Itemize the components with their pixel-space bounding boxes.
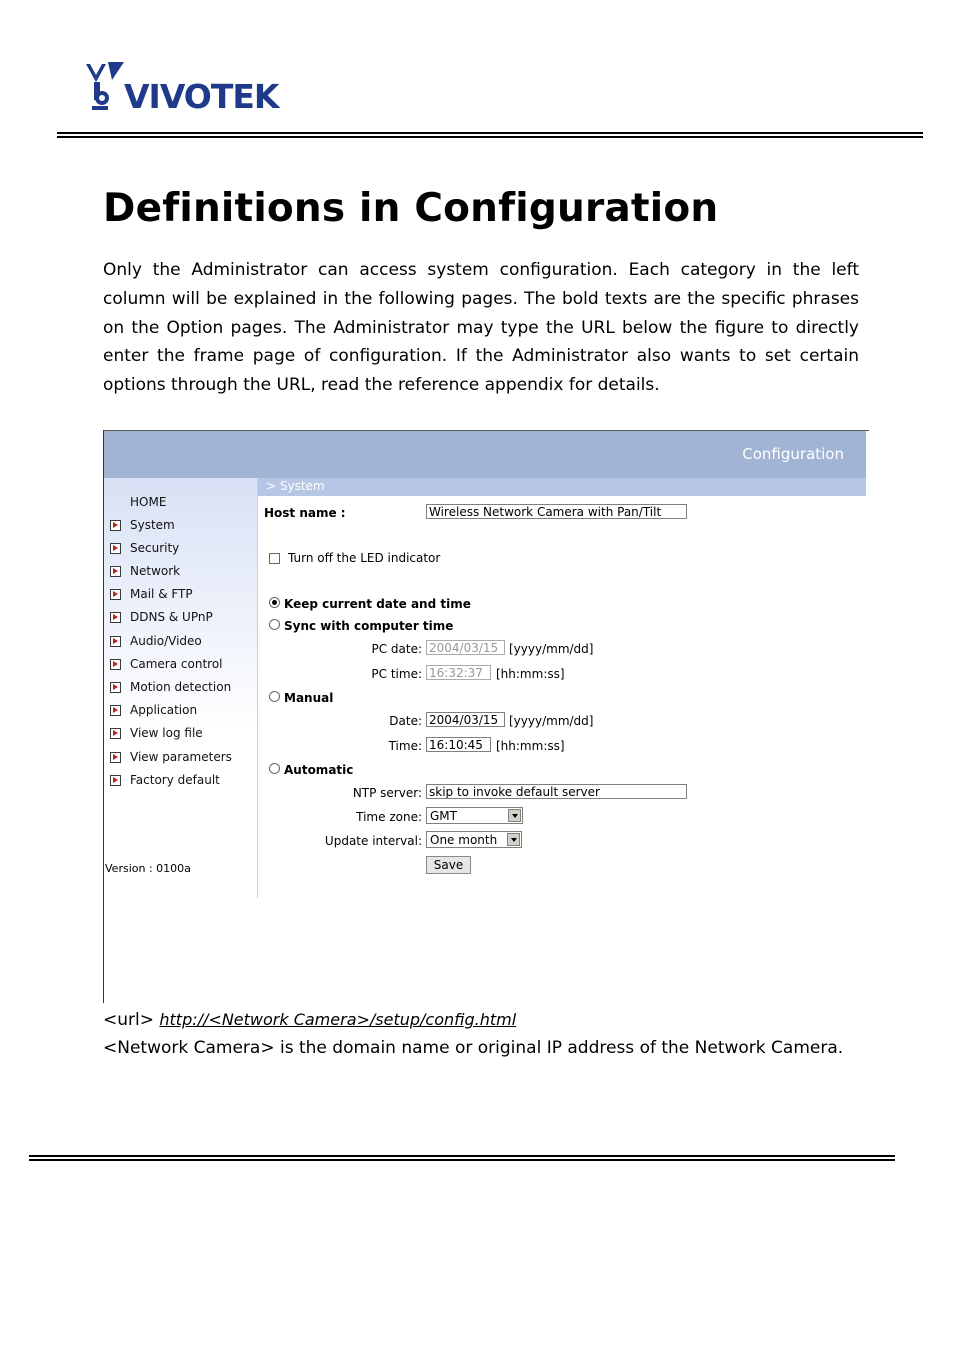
manual-label: Manual <box>284 691 334 705</box>
url-prefix: <url> <box>103 1010 154 1030</box>
sidebar-item-label: Mail & FTP <box>130 587 193 601</box>
intro-paragraph: Only the Administrator can access system configuration. Each category in the left column will be explained in the following pages. The bold texts are the specific phrases on the Option pages. The Administrator may type the URL below the figure to directly enter the frame page of configuration. If the Administrator also wants to set certain options through the URL, read the reference appendix for details. <box>103 260 859 396</box>
save-button[interactable]: Save <box>426 856 471 874</box>
time-zone-label: Time zone: <box>356 810 422 824</box>
update-interval-value: One month <box>430 833 498 847</box>
chevron-down-icon[interactable] <box>508 809 521 822</box>
arrow-bullet-icon <box>110 659 121 670</box>
config-url-link[interactable]: http://<Network Camera>/setup/config.html <box>159 1010 517 1029</box>
sidebar-item-label: Application <box>130 703 198 717</box>
arrow-bullet-icon <box>110 682 121 693</box>
time-zone-select[interactable] <box>426 807 523 824</box>
configuration-banner <box>104 431 866 478</box>
pc-time-format: [hh:mm:ss] <box>496 667 565 681</box>
header-rule-top <box>57 132 923 134</box>
arrow-bullet-icon <box>110 636 121 647</box>
configuration-screenshot <box>103 430 869 1003</box>
automatic-label: Automatic <box>284 763 354 777</box>
time-format: [hh:mm:ss] <box>496 739 565 753</box>
arrow-bullet-icon <box>110 612 121 623</box>
pc-date-label: PC date: <box>371 642 422 656</box>
sync-computer-radio[interactable] <box>269 619 280 630</box>
sidebar-item-label: Audio/Video <box>130 634 202 648</box>
header-rule-bottom <box>57 136 923 138</box>
version-label: Version : 0100a <box>105 862 191 875</box>
pc-time-input: 16:32:37 <box>426 665 491 680</box>
section-title-bar <box>258 478 866 496</box>
sync-computer-label: Sync with computer time <box>284 619 454 633</box>
ntp-server-label: NTP server: <box>352 786 422 800</box>
banner-title: Configuration <box>742 445 844 463</box>
network-camera-note: <Network Camera> is the domain name or original IP address of the Network Camera. <box>103 1038 844 1058</box>
automatic-radio[interactable] <box>269 763 280 774</box>
page-title: Definitions in Configuration <box>103 186 719 231</box>
vivotek-logo-graphic <box>84 60 294 116</box>
arrow-bullet-icon <box>110 728 121 739</box>
footer-rule-top <box>29 1155 895 1157</box>
update-interval-select[interactable] <box>426 831 522 848</box>
arrow-bullet-icon <box>110 566 121 577</box>
vivotek-logo <box>84 60 294 116</box>
pc-date-input: 2004/03/15 <box>426 640 505 655</box>
arrow-bullet-icon <box>110 589 121 600</box>
host-name-label: Host name : <box>264 506 346 520</box>
section-title: > System <box>266 479 325 493</box>
led-checkbox[interactable] <box>269 553 280 564</box>
host-name-input[interactable]: Wireless Network Camera with Pan/Tilt <box>426 504 687 519</box>
arrow-bullet-icon <box>110 520 121 531</box>
date-label: Date: <box>389 714 422 728</box>
sidebar-item-label: Motion detection <box>130 680 232 694</box>
sidebar-item-label: HOME <box>130 495 167 509</box>
pc-time-label: PC time: <box>371 667 422 681</box>
arrow-bullet-icon <box>110 543 121 554</box>
keep-time-label: Keep current date and time <box>284 597 471 611</box>
manual-radio[interactable] <box>269 691 280 702</box>
keep-time-radio[interactable] <box>269 597 280 608</box>
chevron-down-icon[interactable] <box>507 833 520 846</box>
ntp-server-input[interactable]: skip to invoke default server <box>426 784 687 799</box>
date-format: [yyyy/mm/dd] <box>509 714 594 728</box>
sidebar-item-label: Camera control <box>130 657 223 671</box>
update-interval-label: Update interval: <box>324 834 422 848</box>
arrow-bullet-icon <box>110 775 121 786</box>
config-sidebar <box>104 478 257 898</box>
time-input[interactable]: 16:10:45 <box>426 737 491 752</box>
sidebar-item-label: Factory default <box>130 773 220 787</box>
led-label: Turn off the LED indicator <box>288 551 441 565</box>
time-zone-value: GMT <box>430 809 457 823</box>
sidebar-item-label: Network <box>130 564 181 578</box>
sidebar-item-label: View log file <box>130 726 203 740</box>
sidebar-item-label: DDNS & UPnP <box>130 610 213 624</box>
arrow-bullet-icon <box>110 752 121 763</box>
vivotek-logo-text: VIVOTEK <box>124 77 279 116</box>
pc-date-format: [yyyy/mm/dd] <box>509 642 594 656</box>
sidebar-item-label: Security <box>130 541 180 555</box>
url-line <box>103 1010 516 1030</box>
system-form <box>258 496 866 896</box>
sidebar-item-label: System <box>130 518 175 532</box>
arrow-bullet-icon <box>110 705 121 716</box>
footer-rule-bottom <box>29 1159 895 1161</box>
sidebar-item-label: View parameters <box>130 750 232 764</box>
time-label: Time: <box>388 739 422 753</box>
date-input[interactable]: 2004/03/15 <box>426 712 505 727</box>
